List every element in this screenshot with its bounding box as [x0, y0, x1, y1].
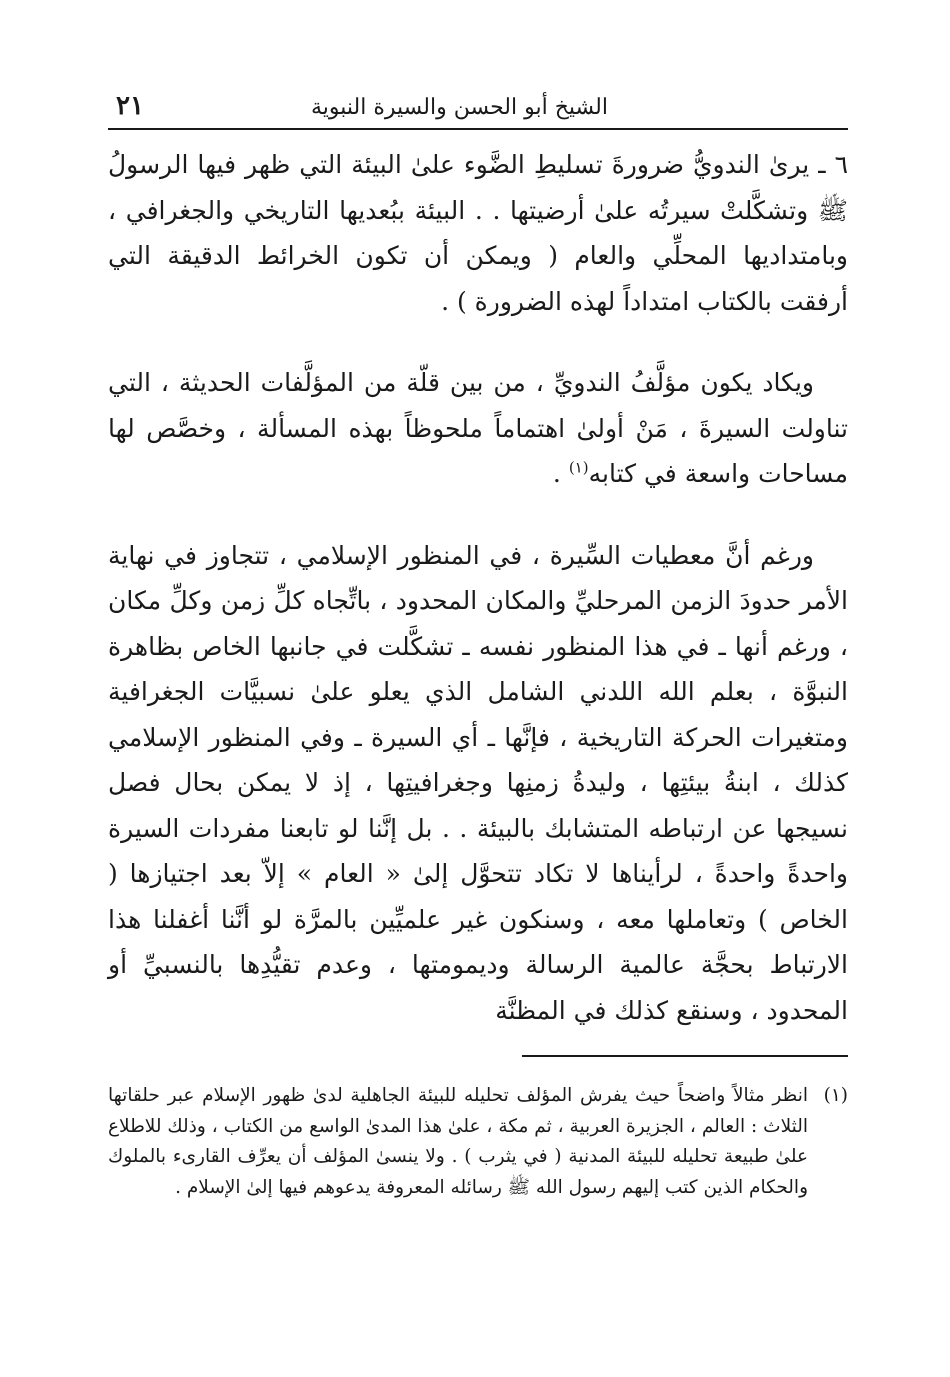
- running-title: الشيخ أبو الحسن والسيرة النبوية: [311, 95, 608, 120]
- body-text: [108, 142, 848, 1033]
- footnote-text: انظر مثالاً واضحاً حيث يفرش المؤلف تحليله للبيئة الجاهلية لدىٰ ظهور الإسلام عبر حلقاتها الثلاث : العالم ، الجزيرة العربية ، ثم مكة ، علىٰ هذا المدىٰ الواسع من الكتاب ، وذلك للاطلاع علىٰ طبيعة تحليله للبيئة المدنية ( في يثرب ) . ولا ينسىٰ المؤلف أن يعرِّف القارىء بالملوك والحكام الذين كتب إليهم رسول الله ﷺ رسائله المعروفة يدعوهم فيها إلىٰ الإسلام .: [108, 1085, 808, 1198]
- running-header: [108, 88, 848, 130]
- paragraph-sira-environment: [108, 533, 848, 1034]
- footnote-number: (١): [823, 1085, 848, 1106]
- page-number: ٢١: [116, 91, 144, 121]
- book-page: [108, 88, 848, 1203]
- footnote-divider: [522, 1055, 848, 1057]
- paragraph-text: ورغم أنَّ معطيات السِّيرة ، في المنظور الإسلامي ، تتجاوز في نهاية الأمر حدودَ الزمن المرحليِّ والمكان المحدود ، باتِّجاه كلِّ زمن وكلِّ مكان ، ورغم أنها ـ في هذا المنظور نفسه ـ تشكَّلت في جانبها الخاص بظاهرة النبوَّة ، بعلم الله اللدني الشامل الذي يعلو علىٰ نسبيَّات الجغرافية ومتغيرات الحركة التاريخية ، فإنَّها ـ أي السيرة ـ وفي المنظور الإسلامي كذلك ، ابنةُ بيئتِها ، وليدةُ زمنِها وجغرافيتِها ، إذ لا يمكن بحال فصل نسيجها عن ارتباطه المتشابك بالبيئة . . بل إنَّنا لو تابعنا مفردات السيرة واحدةً واحدةً ، لرأيناها لا تكاد تتحوَّل إلىٰ « العام » إلاّ بعد اجتيازها ( الخاص ) وتعاملها معه ، وسنكون غير علميِّين بالمرَّة لو أنَّنا أغفلنا هذا الارتباط بحجَّة عالمية الرسالة وديمومتها ، وعدم تقيُّدِها بالنسبيِّ أو المحدود ، وسنقع كذلك في المظنَّة: [108, 540, 848, 1025]
- paragraph-nadwi-book: [108, 360, 848, 497]
- paragraph-text: ويكاد يكون مؤلَّفُ الندويِّ ، من بين قلّة من المؤلَّفات الحديثة ، التي تناولت السيرةَ ، مَنْ أولىٰ اهتماماً ملحوظاً بهذه المسألة ، وخصَّص لها مساحات واسعة في كتابه: [108, 368, 848, 488]
- paragraph-tail: .: [552, 459, 569, 488]
- paragraph-point-6: [108, 142, 848, 324]
- footnote-reference[interactable]: (١): [568, 458, 589, 477]
- paragraph-text: ٦ ـ يرىٰ الندويُّ ضرورةَ تسليطِ الضَّوء علىٰ البيئة التي ظهر فيها الرسولُ ﷺ وتشكَّلتْ سيرتُه علىٰ أرضيتها . . البيئة ببُعديها التاريخي والجغرافي ، وبامتداديها المحلِّي والعام ( ويمكن أن تكون الخرائط الدقيقة التي أرفقت بالكتاب امتداداً لهذه الضرورة ) .: [108, 150, 848, 316]
- footnote: [108, 1081, 848, 1203]
